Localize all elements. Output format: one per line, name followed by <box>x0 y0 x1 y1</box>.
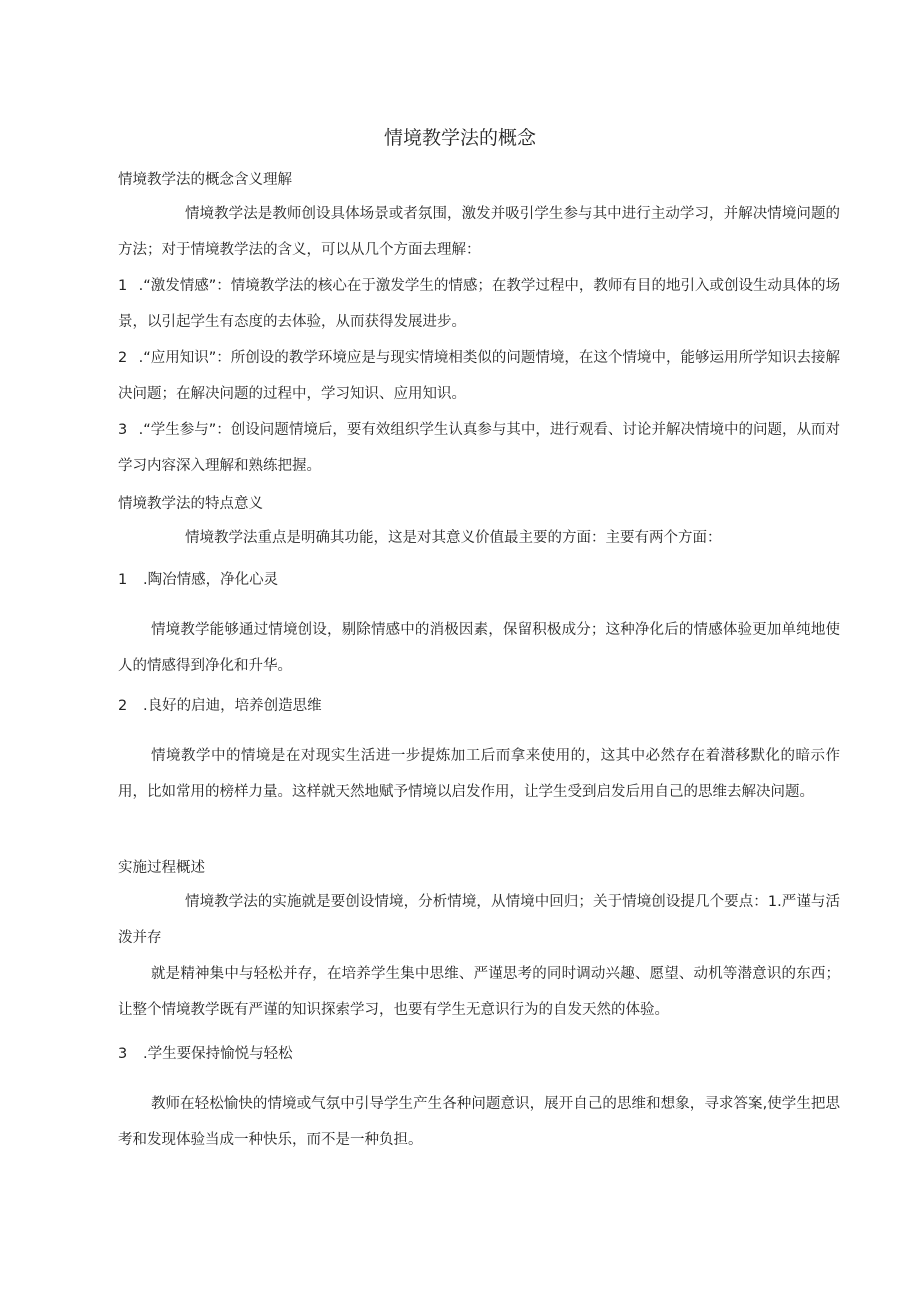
point-heading <box>118 570 838 590</box>
point-number: 1 <box>118 572 128 588</box>
list-text: .“学生参与”：创设问题情境后，要有效组织学生认真参与其中，进行观看、讨论并解决情境中的问题，从而对学习内容深入理解和熟练把握。 <box>118 422 840 474</box>
point-title: .学生要保持愉悦与轻松 <box>143 1046 293 1062</box>
point-title: .良好的启迪，培养创造思维 <box>143 698 322 714</box>
list-number: 1 <box>118 278 128 294</box>
list-item <box>118 340 840 412</box>
point-heading <box>118 1044 838 1064</box>
list-text: .“应用知识”：所创设的教学环境应是与现实情境相类似的问题情境，在这个情境中，能够运用所学知识去接解决问题；在解决问题的过程中，学习知识、应用知识。 <box>118 350 840 402</box>
section-heading-process: 实施过程概述 <box>118 860 205 876</box>
list-item <box>118 268 840 340</box>
list-number: 3 <box>118 422 128 438</box>
intro-paragraph: 情境教学法是教师创设具体场景或者氛围，激发并吸引学生参与其中进行主动学习，并解决情境问题的方法；对于情境教学法的含义，可以从几个方面去理解： <box>118 206 840 258</box>
point-number: 2 <box>118 698 128 714</box>
document-title: 情境教学法的概念 <box>383 127 536 149</box>
point-body-paragraph: 情境教学中的情境是在对现实生活进一步提炼加工后而拿来使用的，这其中必然存在着潜移默化的暗示作用，比如常用的榜样力量。这样就天然地赋予情境以启发作用，让学生受到启发后用自己的思维去解决问题。 <box>118 748 840 800</box>
point-number: 3 <box>118 1046 128 1062</box>
list-number: 2 <box>118 350 128 366</box>
list-text: .“激发情感”：情境教学法的核心在于激发学生的情感；在教学过程中，教师有目的地引入或创设生动具体的场景，以引起学生有态度的去体验，从而获得发展进步。 <box>118 278 840 330</box>
point-body-paragraph: 教师在轻松愉快的情境或气氛中引导学生产生各种问题意识，展开自己的思维和想象，寻求答案,使学生把思考和发现体验当成一种快乐，而不是一种负担。 <box>118 1096 840 1148</box>
features-intro-paragraph: 情境教学法重点是明确其功能，这是对其意义价值最主要的方面：主要有两个方面： <box>185 530 722 546</box>
process-body-paragraph: 就是精神集中与轻松并存，在培养学生集中思维、严谨思考的同时调动兴趣、愿望、动机等潜意识的东西；让整个情境教学既有严谨的知识探索学习，也要有学生无意识行为的自发天然的体验。 <box>118 966 840 1018</box>
point-heading <box>118 696 838 716</box>
section-heading-concept: 情境教学法的概念含义理解 <box>118 172 292 188</box>
point-body-paragraph: 情境教学能够通过情境创设，剔除情感中的消极因素，保留积极成分；这种净化后的情感体验更加单纯地使人的情感得到净化和升华。 <box>118 622 840 674</box>
point-title: .陶冶情感，净化心灵 <box>143 572 279 588</box>
section-heading-features: 情境教学法的特点意义 <box>118 496 263 512</box>
list-item <box>118 412 840 484</box>
process-intro-paragraph: 情境教学法的实施就是要创设情境，分析情境，从情境中回归；关于情境创设提几个要点：1.严谨与活泼并存 <box>118 894 840 946</box>
